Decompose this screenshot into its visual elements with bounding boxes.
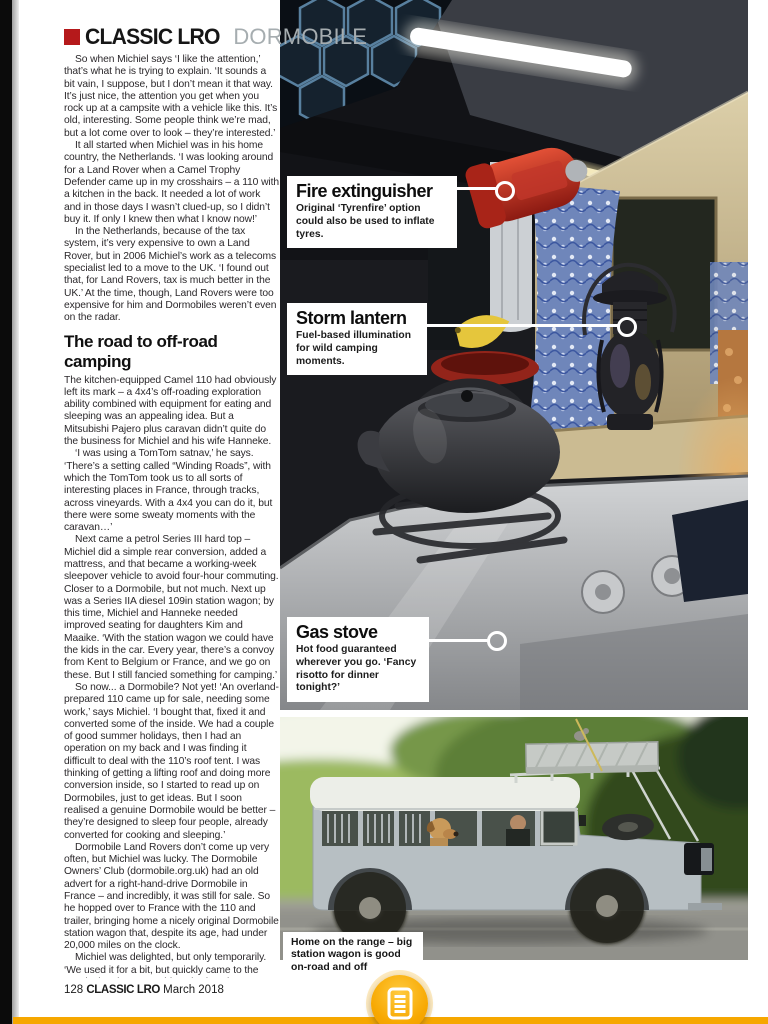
land-rover-illustration: [280, 717, 748, 960]
article-paragraph: So now... a Dormobile? Not yet! ‘An overland-prepared 110 came up for sale, needing some work,’ says Michiel. ‘I bought that, fixed it and converted some of the inside. We had a couple of good summer holidays, then I had an operation on my back and I was finding it difficult to deal with the 110’s roof tent. I was thinking of getting a lifting roof and doing more conversion inside, so I started to read up on Dormobiles, just to get ideas. But I soon realised a genuine Dormobile would be better – they’re designed to sleep four people, already converted for cooking and sleeping.’: [64, 681, 279, 841]
wing-mirror: [579, 815, 586, 826]
windscreen: [542, 810, 576, 844]
dark-case: [672, 500, 748, 602]
article-paragraph: In the Netherlands, because of the tax system, it’s very expensive to own a Land Rover, but in 2006 Michiel’s work as a telecoms specialist led to a move to the UK. ‘I found out that, for Land Rovers, tax is much better in the UK.’ At the time, though, Land Rovers were too expensive for him and Dormobiles weren’t even on the radar.: [64, 226, 277, 324]
callout-title: Gas stove: [296, 622, 378, 642]
callout-title: Fire extinguisher: [296, 181, 433, 201]
footer-page-number: 128: [64, 984, 84, 996]
article-paragraph: The kitchen-equipped Camel 110 had obviously left its mark – a 4x4’s off-roading exploration ability combined with equipment for eating and sleeping was an appealing idea. But a Mitsubishi Pajero plus caravan didn’t quite do the business for Michiel and his wife Hanneke.: [64, 374, 277, 448]
land-rover-driving-photo: [280, 717, 748, 960]
callout-body: Hot food guaranteed wherever you go. ‘Fancy risotto for dinner tonight?’: [296, 644, 417, 694]
callout-body: Fuel-based illumination for wild camping moments.: [296, 330, 411, 367]
callout-fire-extinguisher: [287, 176, 457, 248]
callout-title: Storm lantern: [296, 308, 407, 328]
masthead-red-square: [64, 29, 80, 45]
article-column: [64, 54, 279, 978]
article-subheading: The road to off-road camping: [64, 331, 218, 371]
footer-brand: CLASSIC LRO: [86, 984, 160, 996]
article-paragraph: So when Michiel says ‘I like the attention,’ that’s what he is trying to explain. ‘It sounds a bit vain, I suppose, but I don’t mean it that way. It’s just nice, the attention you get when you rock up at a campsite with a vehicle like this. It’s old, interesting. Some people think we’re mad, but a lot come over to look – they’re interested.’: [64, 54, 278, 139]
photo-caption: [283, 932, 423, 979]
document-icon: [386, 987, 414, 1021]
article-paragraph: Dormobile Land Rovers don’t come up very often, but Michiel was lucky. The Dormobile Owners’ Club (dormobile.org.uk) had an old advert for a right-hand-drive Dormobile in France – and incredibly, it was still for sale. So he hopped over to France with the 110 and trailer, bringing home a nicely original Dormobile station wagon that, despite its age, had under 20,000 miles on the clock.: [64, 841, 279, 952]
grille: [701, 848, 712, 871]
chequer-box: [526, 742, 659, 774]
storm-lantern-leader-line: [402, 324, 620, 327]
masthead-section: DORMOBILE: [233, 24, 368, 49]
article-paragraph: ‘I was using a TomTom satnav,’ he says. ‘There’s a setting called “Winding Roads”, with which the TomTom took us to all sorts of interesting places in France, through tracks, across vineyards. With a 4x4 you can do it, but there were some sweaty moments with the caravan…’: [64, 448, 273, 534]
masthead-brand: CLASSIC LRO: [85, 24, 220, 49]
window-blinds: [328, 814, 420, 843]
reader-fab-button[interactable]: [371, 975, 428, 1024]
article-paragraph: Michiel was delighted, but only temporarily. ‘We used it for a bit, but quickly came to the: [64, 952, 267, 976]
footer-issue: March 2018: [163, 984, 224, 996]
page-edge-dark-strip: [0, 0, 12, 1024]
article-paragraph: Next came a petrol Series III hard top – Michiel did a simple rear conversion, added a mattress, and that became a working-week sleepover vehicle to avoid four-hour commuting. Closer to a Dormobile, but not much. Next up was a Series IIA diesel 109in station wagon; by this time, Michiel and Hanneke needed improved seating for daughters Kim and Maaike. ‘With the station wagon we could have the kids in the car. Every year, there’s a convoy from Kent to Belgium or France, and we go on these. But I still fancied something for camping.’: [64, 534, 279, 681]
page-edge-shadow: [12, 0, 19, 1024]
fire-extinguisher-ring-marker: [495, 181, 515, 201]
callout-body: Original ‘Tyrenfire’ option could also be used to inflate tyres.: [296, 203, 435, 240]
white-roof: [310, 777, 580, 811]
page-footer: [64, 984, 224, 996]
callout-storm-lantern: [287, 303, 427, 375]
article-paragraph: It all started when Michiel was in his home country, the Netherlands. ‘I was looking around for a Land Rover when a Camel Trophy Defender came up in my crosshairs – a 110 with a kitchen in the back. It needed a lot of work and in those days I wasn’t clued-up, so I didn’t buy it. If only I knew then what I know now!’: [64, 140, 279, 225]
masthead: [64, 24, 367, 50]
storm-lantern-ring-marker: [617, 317, 637, 337]
callout-gas-stove: [287, 617, 429, 702]
photo-caption-text: Home on the range – big station wagon is good on-road and off: [291, 937, 413, 973]
gas-stove-ring-marker: [487, 631, 507, 651]
bumper: [688, 903, 722, 910]
